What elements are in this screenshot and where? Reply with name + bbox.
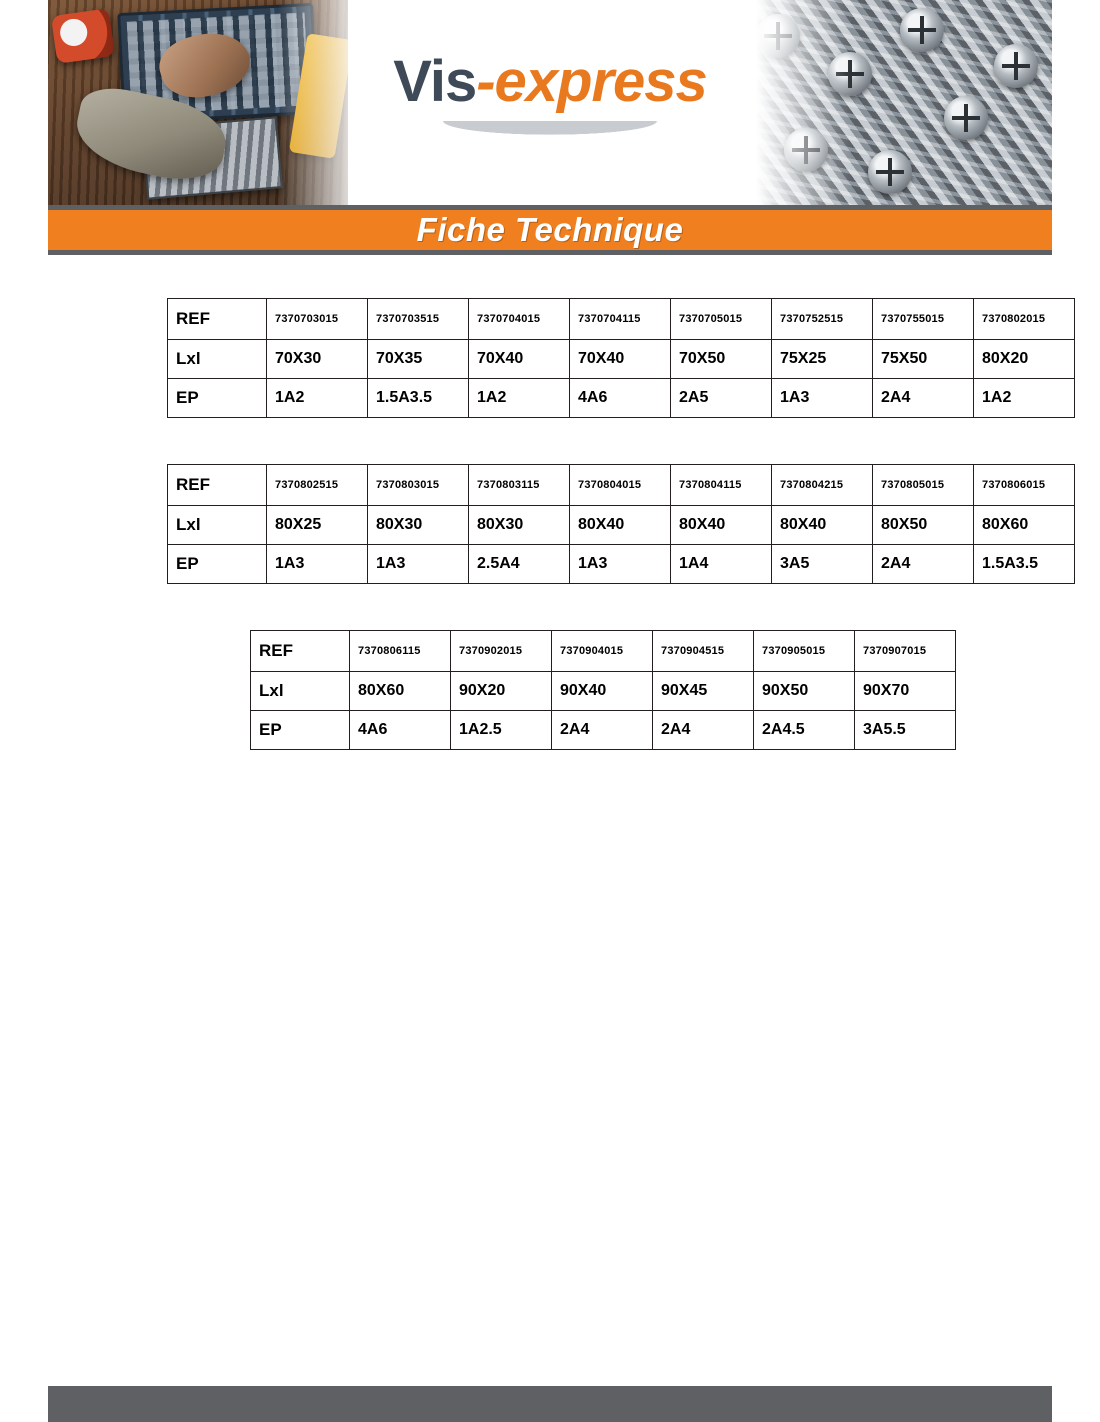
page-title-bar: [48, 205, 1052, 255]
table-cell-lxl: 90X45: [653, 672, 754, 711]
brand-logo: [350, 48, 750, 137]
table-cell-lxl: 80X30: [368, 506, 469, 545]
table-cell-lxl: 80X40: [772, 506, 873, 545]
table-cell-ref: 7370704015: [469, 299, 570, 340]
table-cell-lxl: 80X25: [267, 506, 368, 545]
table-cell-ep: 2A4: [873, 379, 974, 418]
table-cell-lxl: 80X50: [873, 506, 974, 545]
logo-secondary: -express: [476, 49, 707, 114]
table-cell-lxl: 90X20: [451, 672, 552, 711]
table-cell-ep: 2A5: [671, 379, 772, 418]
document-header: [48, 0, 1052, 205]
table-cell-lxl: 90X40: [552, 672, 653, 711]
screw-head-icon: [900, 8, 944, 52]
table-cell-ep: 1.5A3.5: [368, 379, 469, 418]
table-cell-ep: 1A2.5: [451, 711, 552, 750]
row-label-ref: REF: [168, 299, 267, 340]
table-cell-ref: 7370902015: [451, 631, 552, 672]
row-label-lxl: Lxl: [251, 672, 350, 711]
row-label-ep: EP: [168, 379, 267, 418]
table-cell-ep: 3A5: [772, 545, 873, 584]
tape-measure-icon: [51, 8, 115, 64]
table-row: [251, 711, 956, 750]
table-cell-lxl: 70X40: [570, 340, 671, 379]
screw-head-icon: [994, 44, 1038, 88]
table-cell-lxl: 80X40: [671, 506, 772, 545]
table-cell-ep: 1A2: [469, 379, 570, 418]
table-cell-ep: 4A6: [570, 379, 671, 418]
table-cell-lxl: 80X60: [350, 672, 451, 711]
table-cell-ref: 7370904515: [653, 631, 754, 672]
row-label-lxl: Lxl: [168, 506, 267, 545]
table-row: [168, 506, 1075, 545]
table-cell-ref: 7370705015: [671, 299, 772, 340]
table-cell-ep: 1A3: [772, 379, 873, 418]
table-cell-ref: 7370755015: [873, 299, 974, 340]
table-cell-ref: 7370752515: [772, 299, 873, 340]
table-cell-ref: 7370806115: [350, 631, 451, 672]
row-label-ep: EP: [251, 711, 350, 750]
table-cell-ref: 7370804215: [772, 465, 873, 506]
table-cell-lxl: 90X70: [855, 672, 956, 711]
table-cell-lxl: 70X35: [368, 340, 469, 379]
row-label-ep: EP: [168, 545, 267, 584]
table-row: [251, 631, 956, 672]
workbench-screws-photo: [48, 0, 348, 205]
table-cell-ep: 2A4.5: [754, 711, 855, 750]
table-cell-ref: 7370806015: [974, 465, 1075, 506]
row-label-ref: REF: [251, 631, 350, 672]
logo-text: [350, 48, 750, 115]
table-cell-lxl: 90X50: [754, 672, 855, 711]
table-cell-ref: 7370905015: [754, 631, 855, 672]
table-cell-ref: 7370904015: [552, 631, 653, 672]
table-cell-ep: 3A5.5: [855, 711, 956, 750]
right-photo-fade: [732, 0, 852, 205]
table-cell-ep: 1A3: [368, 545, 469, 584]
left-photo-fade: [278, 0, 348, 205]
table-cell-lxl: 70X40: [469, 340, 570, 379]
logo-swoosh-icon: [425, 121, 675, 137]
table-cell-ref: 7370803015: [368, 465, 469, 506]
table-cell-lxl: 80X30: [469, 506, 570, 545]
table-cell-ep: 1.5A3.5: [974, 545, 1075, 584]
table-cell-ref: 7370804015: [570, 465, 671, 506]
table-cell-lxl: 80X40: [570, 506, 671, 545]
table-cell-ref: 7370804115: [671, 465, 772, 506]
table-cell-ref: 7370802015: [974, 299, 1075, 340]
table-cell-ep: 1A2: [267, 379, 368, 418]
table-cell-ref: 7370704115: [570, 299, 671, 340]
screw-head-icon: [868, 150, 912, 194]
row-label-ref: REF: [168, 465, 267, 506]
table-row: [168, 340, 1075, 379]
table-cell-ref: 7370703015: [267, 299, 368, 340]
table-cell-lxl: 80X60: [974, 506, 1075, 545]
table-cell-ref: 7370802515: [267, 465, 368, 506]
logo-primary: Vis: [393, 49, 477, 114]
table-cell-ref: 7370703515: [368, 299, 469, 340]
table-cell-ep: 2.5A4: [469, 545, 570, 584]
table-cell-lxl: 80X20: [974, 340, 1075, 379]
table-cell-ep: 2A4: [552, 711, 653, 750]
table-cell-ep: 1A2: [974, 379, 1075, 418]
table-row: [168, 299, 1075, 340]
table-row: [168, 545, 1075, 584]
spec-table-2: [167, 464, 1075, 584]
table-row: [251, 672, 956, 711]
spec-table-3: [250, 630, 956, 750]
table-cell-ref: 7370907015: [855, 631, 956, 672]
table-cell-ep: 2A4: [873, 545, 974, 584]
footer-bar: [48, 1386, 1052, 1422]
page-title: Fiche Technique: [416, 211, 684, 248]
table-cell-ref: 7370805015: [873, 465, 974, 506]
table-cell-ep: 1A4: [671, 545, 772, 584]
assorted-screws-photo: [732, 0, 1052, 205]
table-row: [168, 465, 1075, 506]
table-cell-ep: 1A3: [570, 545, 671, 584]
screw-head-icon: [944, 96, 988, 140]
table-row: [168, 379, 1075, 418]
table-cell-ep: 4A6: [350, 711, 451, 750]
table-cell-lxl: 70X50: [671, 340, 772, 379]
spec-table-1: [167, 298, 1075, 418]
row-label-lxl: Lxl: [168, 340, 267, 379]
table-cell-ep: 2A4: [653, 711, 754, 750]
table-cell-lxl: 75X50: [873, 340, 974, 379]
table-cell-lxl: 70X30: [267, 340, 368, 379]
table-cell-lxl: 75X25: [772, 340, 873, 379]
table-cell-ref: 7370803115: [469, 465, 570, 506]
table-cell-ep: 1A3: [267, 545, 368, 584]
